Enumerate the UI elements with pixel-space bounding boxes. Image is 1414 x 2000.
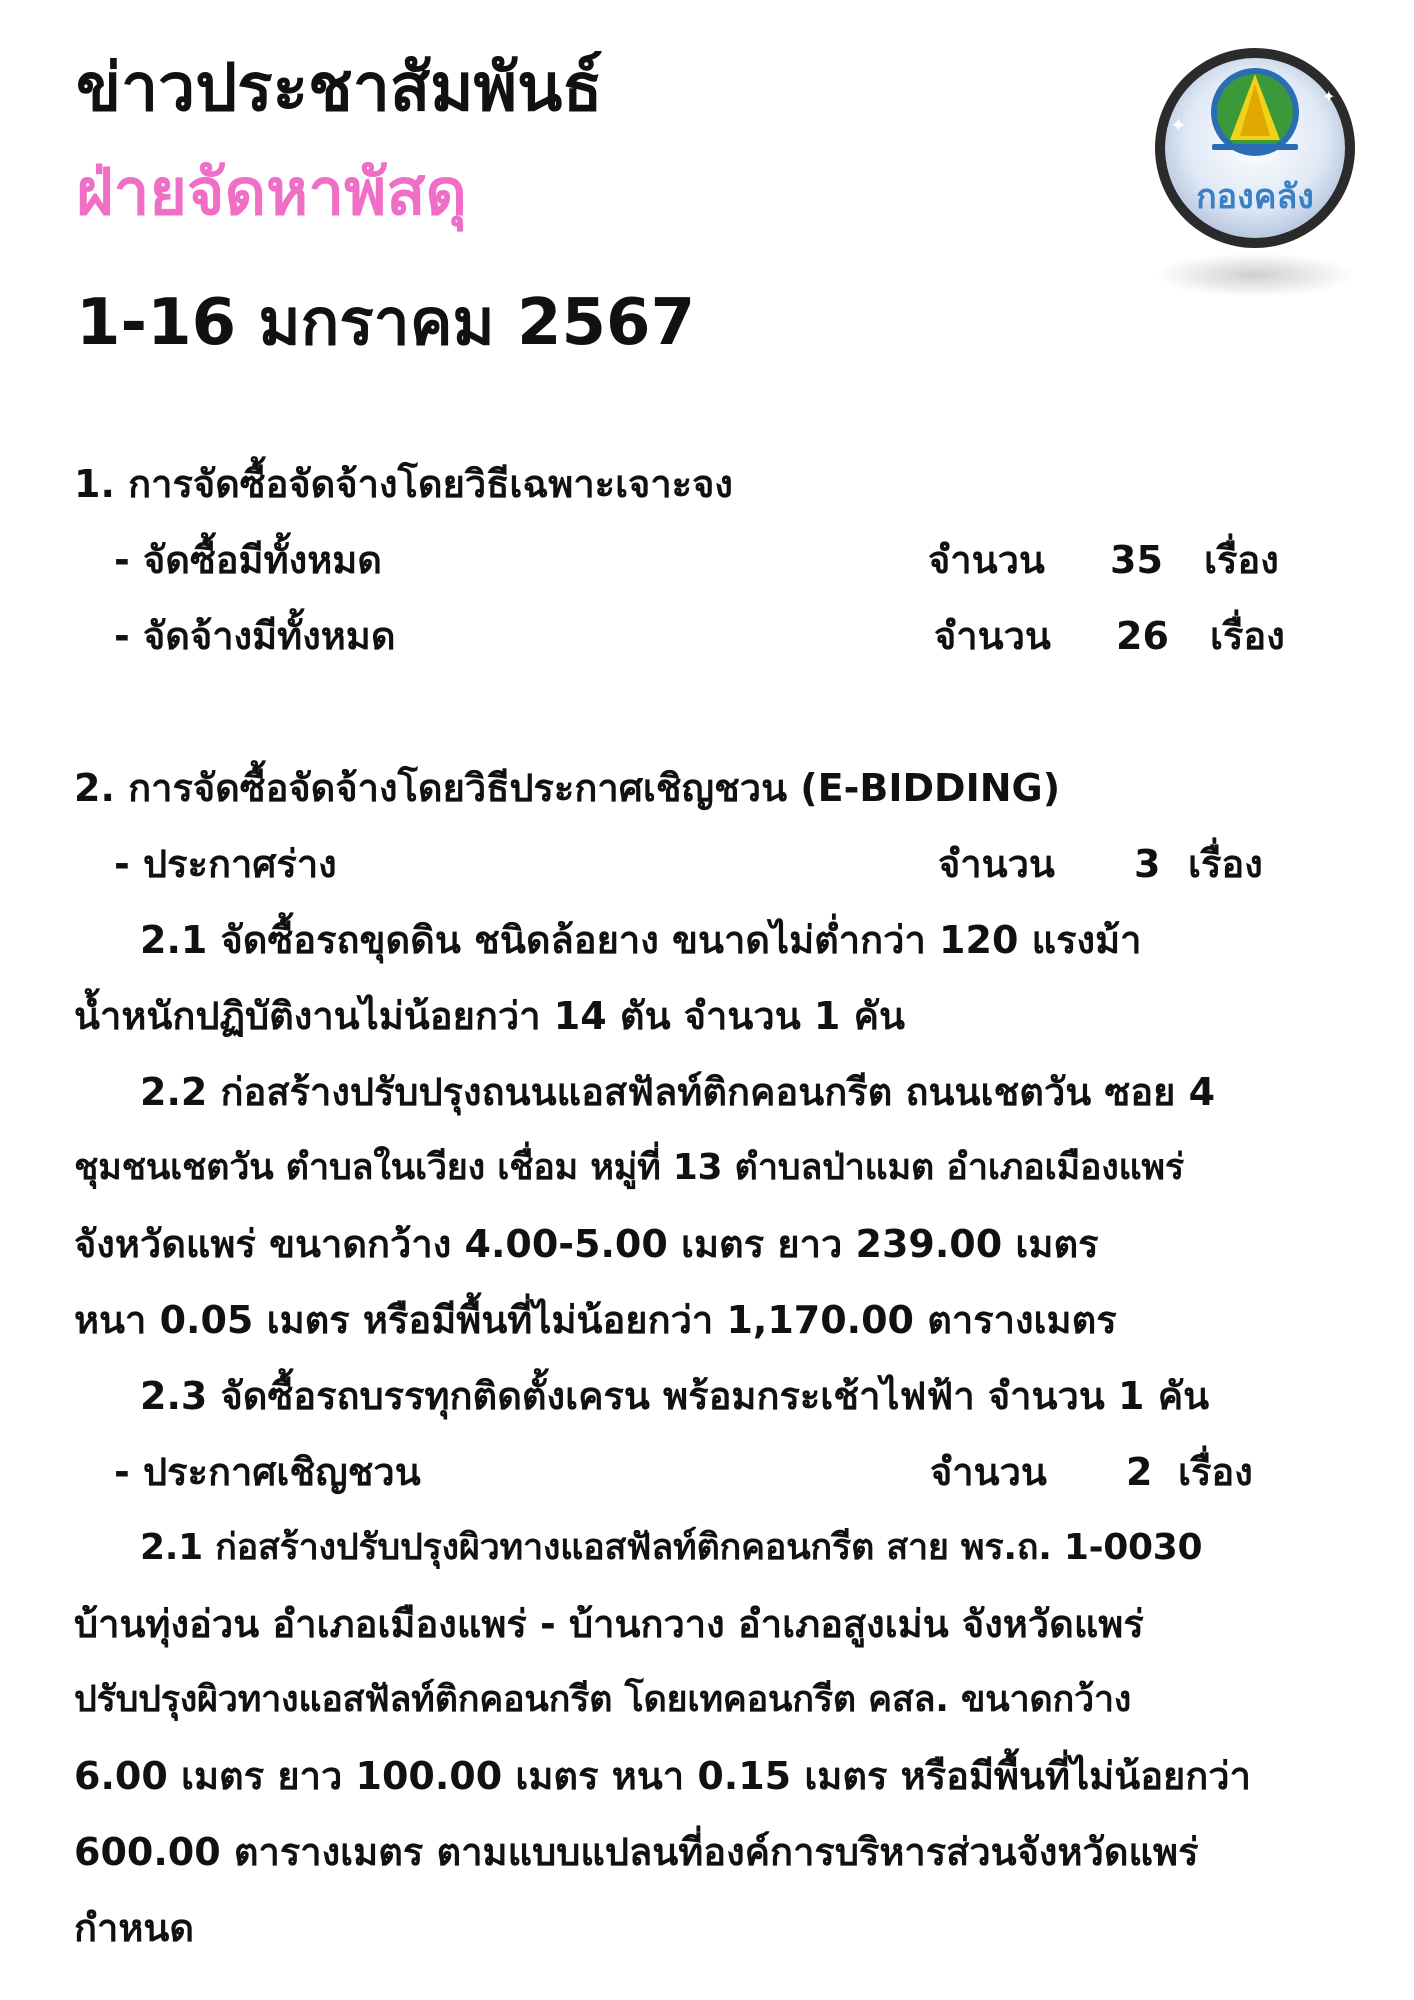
- purchase-summary-row: [74, 522, 1394, 598]
- section-2-heading: 2. การจัดซื้อจัดจ้างโดยวิธีประกาศเชิญชวน (E-BIDDING): [74, 766, 1061, 810]
- hire-summary-row: [74, 598, 1394, 674]
- quantity-unit: เรื่อง: [1204, 538, 1279, 582]
- quantity-value: 3: [1134, 842, 1161, 886]
- row-label: - ประกาศเชิญชวน: [114, 1450, 421, 1494]
- draft-item-2-line-4: หนา 0.05 เมตร หรือมีพื้นที่ไม่น้อยกว่า 1,170.00 ตารางเมตร: [74, 1298, 1117, 1342]
- draft-item-3-line-1: 2.3 จัดซื้อรถบรรทุกติดตั้งเครน พร้อมกระเช้าไฟฟ้า จำนวน 1 คัน: [140, 1374, 1210, 1418]
- invite-item-1-line-2: บ้านทุ่งอ่วน อำเภอเมืองแพร่ - บ้านกวาง อำเภอสูงเม่น จังหวัดแพร่: [74, 1602, 1144, 1646]
- logo-text: กองคลัง: [1196, 177, 1314, 217]
- quantity-value: 26: [1116, 614, 1169, 658]
- finance-division-logo: [1140, 40, 1370, 300]
- quantity-label: จำนวน: [938, 842, 1055, 886]
- invite-item-1-line-6: กำหนด: [74, 1906, 195, 1950]
- draft-item-1-line-2: น้ำหนักปฏิบัติงานไม่น้อยกว่า 14 ตัน จำนวน 1 คัน: [74, 994, 905, 1038]
- quantity-label: จำนวน: [934, 614, 1051, 658]
- quantity-value: 35: [1110, 538, 1163, 582]
- invite-summary-row: [74, 1434, 1394, 1510]
- row-label: - ประกาศร่าง: [114, 842, 337, 886]
- row-label: - จัดจ้างมีทั้งหมด: [114, 614, 396, 658]
- quantity-label: จำนวน: [928, 538, 1045, 582]
- quantity-unit: เรื่อง: [1188, 842, 1263, 886]
- invite-item-1-line-4: 6.00 เมตร ยาว 100.00 เมตร หนา 0.15 เมตร หรือมีพื้นที่ไม่น้อยกว่า: [74, 1754, 1251, 1798]
- svg-text:✦: ✦: [1322, 87, 1336, 106]
- quantity-label: จำนวน: [930, 1450, 1047, 1494]
- row-label: - จัดซื้อมีทั้งหมด: [114, 538, 382, 582]
- svg-text:✦: ✦: [1170, 113, 1187, 137]
- date-range: 1-16 มกราคม 2567: [76, 286, 696, 360]
- invite-item-1-line-5: 600.00 ตารางเมตร ตามแบบแปลนที่องค์การบริหารส่วนจังหวัดแพร่: [74, 1830, 1199, 1874]
- section-1-heading: 1. การจัดซื้อจัดจ้างโดยวิธีเฉพาะเจาะจง: [74, 462, 733, 506]
- logo-emblem-icon: [1140, 40, 1370, 300]
- draft-item-1-line-1: 2.1 จัดซื้อรถขุดดิน ชนิดล้อยาง ขนาดไม่ต่ำกว่า 120 แรงม้า: [140, 918, 1142, 962]
- draft-item-2-line-2: ชุมชนเชตวัน ตำบลในเวียง เชื่อม หมู่ที่ 13 ตำบลป่าแมต อำเภอเมืองแพร่: [74, 1147, 1184, 1188]
- draft-item-2-line-1: 2.2 ก่อสร้างปรับปรุงถนนแอสฟัลท์ติกคอนกรีต ถนนเชตวัน ซอย 4: [140, 1070, 1216, 1114]
- announcement-body: [74, 446, 1394, 1966]
- draft-summary-row: [74, 826, 1394, 902]
- quantity-unit: เรื่อง: [1210, 614, 1285, 658]
- page-title: ข่าวประชาสัมพันธ์: [76, 49, 603, 126]
- invite-item-1-line-1: 2.1 ก่อสร้างปรับปรุงผิวทางแอสฟัลท์ติกคอนกรีต สาย พร.ถ. 1-0030: [140, 1527, 1203, 1568]
- department-name: ฝ่ายจัดหาพัสดุ: [76, 156, 467, 230]
- quantity-unit: เรื่อง: [1178, 1450, 1253, 1494]
- quantity-value: 2: [1126, 1450, 1153, 1494]
- invite-item-1-line-3: ปรับปรุงผิวทางแอสฟัลท์ติกคอนกรีต โดยเทคอนกรีต คสล. ขนาดกว้าง: [74, 1679, 1132, 1720]
- draft-item-2-line-3: จังหวัดแพร่ ขนาดกว้าง 4.00-5.00 เมตร ยาว 239.00 เมตร: [74, 1222, 1099, 1266]
